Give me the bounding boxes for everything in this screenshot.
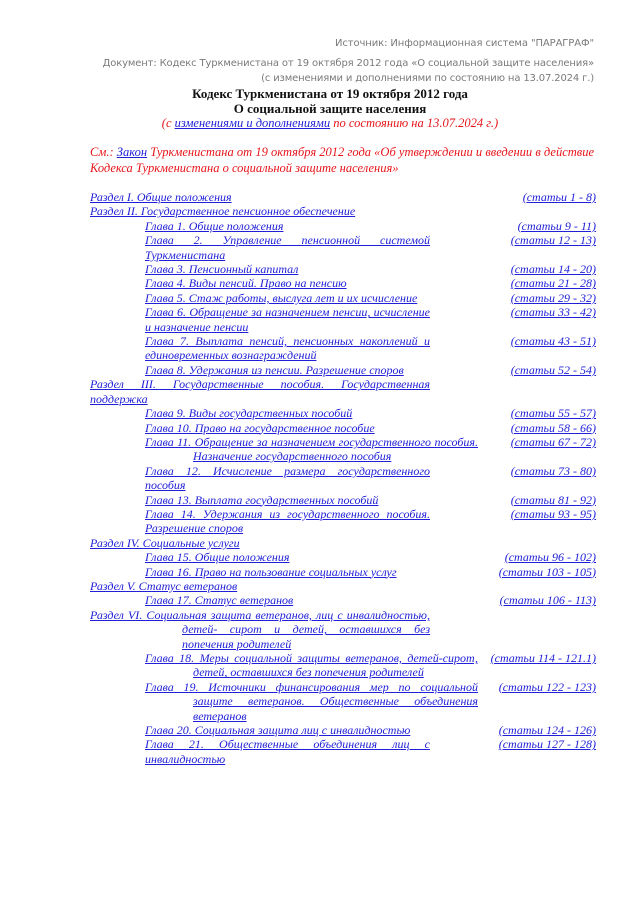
toc-chapter-row	[90, 493, 596, 507]
toc-section-row	[90, 377, 596, 406]
chapter-link[interactable]: Глава 1. Общие положения	[145, 218, 284, 233]
chapter-link[interactable]: Глава 20. Социальная защита лиц с инвалидностью	[145, 723, 411, 738]
articles-range-link[interactable]: (статьи 14 - 20)	[510, 262, 596, 277]
articles-range-link[interactable]: (статьи 124 - 126)	[498, 723, 596, 738]
section-link[interactable]: Раздел IV. Социальные услуги	[90, 535, 240, 550]
section-link[interactable]: Раздел VI. Социальная защита ветеранов, лиц с инвалидностью, детей- сирот и детей, оставшихся без попечения родителей	[90, 607, 430, 651]
toc-chapter-row	[90, 565, 596, 579]
chapter-link[interactable]: Глава 21. Общественные объединения лиц с инвалидностью	[145, 737, 430, 766]
table-of-contents	[90, 190, 596, 766]
chapter-link[interactable]: Глава 13. Выплата государственных пособий	[145, 492, 379, 507]
articles-range-link[interactable]: (статьи 103 - 105)	[498, 564, 596, 579]
toc-chapter-row	[90, 421, 596, 435]
toc-chapter-row	[90, 276, 596, 290]
chapter-link[interactable]: Глава 9. Виды государственных пособий	[145, 406, 353, 421]
chapter-link[interactable]: Глава 10. Право на государственное пособие	[145, 420, 375, 435]
toc-chapter-row	[90, 550, 596, 564]
toc-chapter-row	[90, 680, 596, 723]
toc-chapter-row	[90, 219, 596, 233]
section-link[interactable]: Раздел III. Государственные пособия. Государственная поддержка	[90, 377, 430, 406]
toc-chapter-row	[90, 305, 596, 334]
articles-range-link[interactable]: (статьи 1 - 8)	[522, 190, 596, 204]
toc-chapter-row	[90, 334, 596, 363]
chapter-link[interactable]: Глава 19. Источники финансирования мер по социальной защите ветеранов. Общественные объединения ветеранов	[145, 679, 478, 723]
source-line: Источник: Информационная система "ПАРАГРАФ"	[334, 38, 594, 49]
section-link[interactable]: Раздел II. Государственное пенсионное обеспечение	[90, 204, 356, 219]
toc-chapter-row	[90, 723, 596, 737]
articles-range-link[interactable]: (статьи 67 - 72)	[510, 434, 596, 449]
chapter-link[interactable]: Глава 15. Общие положения	[145, 550, 290, 565]
toc-section-row	[90, 190, 596, 204]
articles-range-link[interactable]: (статьи 29 - 32)	[510, 290, 596, 305]
section-link[interactable]: Раздел V. Статус ветеранов	[90, 578, 238, 593]
articles-range-link[interactable]: (статьи 43 - 51)	[510, 334, 596, 349]
toc-chapter-row	[90, 464, 596, 493]
amendments-rest: по состоянию на 13.07.2024 г.)	[330, 116, 499, 130]
articles-range-link[interactable]: (статьи 33 - 42)	[510, 305, 596, 320]
toc-chapter-row	[90, 593, 596, 607]
toc-section-row	[90, 579, 596, 593]
articles-range-link[interactable]: (статьи 127 - 128)	[498, 737, 596, 752]
chapter-link[interactable]: Глава 11. Обращение за назначением государственного пособия. Назначение государственного пособия	[145, 434, 478, 464]
chapter-link[interactable]: Глава 18. Меры социальной защиты ветеранов, детей-сирот, детей, оставшихся без попечения родителей	[145, 651, 478, 680]
toc-chapter-row	[90, 406, 596, 420]
toc-chapter-row	[90, 507, 596, 536]
chapter-link[interactable]: Глава 5. Стаж работы, выслуга лет и их исчисление	[145, 290, 418, 305]
toc-chapter-row	[90, 291, 596, 305]
articles-range-link[interactable]: (статьи 106 - 113)	[499, 593, 596, 608]
articles-range-link[interactable]: (статьи 96 - 102)	[504, 550, 596, 565]
chapter-link[interactable]: Глава 2. Управление пенсионной системой Туркменистана	[145, 233, 430, 262]
toc-chapter-row	[90, 435, 596, 464]
articles-range-link[interactable]: (статьи 21 - 28)	[510, 276, 596, 291]
toc-section-row	[90, 204, 596, 218]
see-also-prefix: См.:	[90, 145, 117, 159]
title-line-2: О социальной защите населения	[233, 101, 427, 116]
chapter-link[interactable]: Глава 14. Удержания из государственного пособия. Разрешение споров	[145, 506, 430, 536]
amendments-open: (с	[161, 116, 175, 130]
toc-section-row	[90, 536, 596, 550]
chapter-link[interactable]: Глава 12. Исчисление размера государственного пособия	[145, 463, 430, 493]
toc-chapter-row	[90, 737, 596, 766]
chapter-link[interactable]: Глава 17. Статус ветеранов	[145, 593, 294, 608]
chapter-link[interactable]: Глава 8. Удержания из пенсии. Разрешение споров	[145, 362, 404, 377]
articles-range-link[interactable]: (статьи 122 - 123)	[498, 679, 596, 694]
articles-range-link[interactable]: (статьи 114 - 121.1)	[490, 651, 596, 665]
toc-chapter-row	[90, 651, 596, 680]
toc-chapter-row	[90, 262, 596, 276]
document-info-line: Документ: Кодекс Туркменистана от 19 октября 2012 года «О социальной защите населения» (с изменениями и дополнениями по состоянию на 13.07.2024 г.)	[102, 58, 594, 84]
toc-chapter-row	[90, 233, 596, 262]
see-also-text: Туркменистана от 19 октября 2012 года «Об утверждении и введении в действие Кодекса Туркменистана о социальной защите населения»	[90, 145, 594, 175]
articles-range-link[interactable]: (статьи 55 - 57)	[510, 406, 596, 421]
title-line-1: Кодекс Туркменистана от 19 октября 2012 года	[192, 86, 468, 101]
see-also-note	[90, 144, 594, 176]
articles-range-link[interactable]: (статьи 81 - 92)	[510, 492, 596, 507]
document-title	[80, 86, 580, 116]
amendments-note	[80, 116, 580, 131]
toc-section-row	[90, 608, 596, 651]
articles-range-link[interactable]: (статьи 58 - 66)	[510, 420, 596, 435]
toc-chapter-row	[90, 363, 596, 377]
chapter-link[interactable]: Глава 6. Обращение за назначением пенсии, исчисление и назначение пенсии	[145, 305, 430, 334]
articles-range-link[interactable]: (статьи 73 - 80)	[510, 463, 596, 478]
section-link[interactable]: Раздел I. Общие положения	[90, 190, 232, 204]
chapter-link[interactable]: Глава 3. Пенсионный капитал	[145, 262, 299, 277]
chapter-link[interactable]: Глава 4. Виды пенсий. Право на пенсию	[145, 276, 347, 291]
law-link[interactable]: Закон	[116, 145, 148, 159]
chapter-link[interactable]: Глава 16. Право на пользование социальных услуг	[145, 564, 397, 579]
chapter-link[interactable]: Глава 7. Выплата пенсий, пенсионных накоплений и единовременных вознаграждений	[145, 334, 430, 363]
amendments-link[interactable]: изменениями и дополнениями	[174, 116, 331, 130]
articles-range-link[interactable]: (статьи 93 - 95)	[510, 506, 596, 521]
articles-range-link[interactable]: (статьи 9 - 11)	[517, 218, 596, 233]
articles-range-link[interactable]: (статьи 12 - 13)	[510, 233, 596, 248]
articles-range-link[interactable]: (статьи 52 - 54)	[510, 362, 596, 377]
